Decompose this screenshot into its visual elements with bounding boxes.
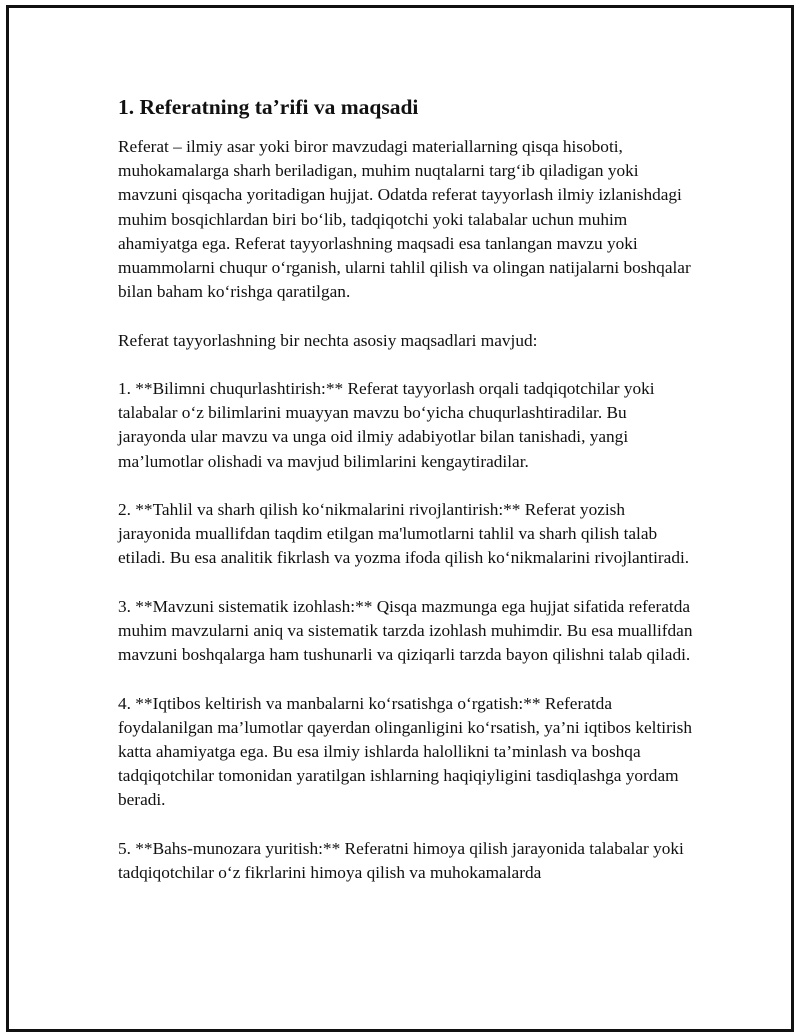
intro-paragraph: Referat – ilmiy asar yoki biror mavzudagi materiallarning qisqa hisoboti, muhokamalarga sharh beriladigan, muhim nuqtalarni targ‘ib qiladigan yoki mavzuni qisqacha yoritadigan hujjat. Odatda referat tayyorlash ilmiy izlanishdagi muhim bosqichlardan biri bo‘lib, tadqiqotchi yoki talabalar uchun muhim ahamiyatga ega. Referat tayyorlashning maqsadi esa tanlangan mavzu yoki muammolarni chuqur o‘rganish, ularni tahlil qilish va olingan natijalarni boshqalar bilan baham ko‘rishga qaratilgan. [118, 137, 691, 302]
list-item-4: 4. **Iqtibos keltirish va manbalarni ko‘rsatishga o‘rgatish:** Referatda foydalanilgan ma’lumotlar qayerdan olinganligini ko‘rsatish, ya’ni iqtibos keltirish katta ahamiyatga ega. Bu esa ilmiy ishlarda halollikni ta’minlash va boshqa tadqiqotchilar tomonidan yaratilgan ishlarning haqiqiyligini tasdiqlashga yordam beradi. [118, 693, 692, 810]
section-heading: 1. Referatning ta’rifi va maqsadi [118, 95, 419, 119]
list-item-5: 5. **Bahs-munozara yuritish:** Referatni himoya qilish jarayonida talabalar yoki tadqiqotchilar o‘z fikrlarini himoya qilish va muhokamalarda [118, 838, 684, 882]
document-body [118, 92, 698, 909]
list-item-1: 1. **Bilimni chuqurlashtirish:** Referat tayyorlash orqali tadqiqotchilar yoki talabalar o‘z bilimlarini muayyan mavzu bo‘yicha chuqurlashtiradilar. Bu jarayonda ular mavzu va unga oid ilmiy adabiyotlar bilan tanishadi, yangi ma’lumotlar olishadi va mavjud bilimlarini kengaytiradilar. [118, 379, 655, 471]
goals-intro-paragraph: Referat tayyorlashning bir nechta asosiy maqsadlari mavjud: [118, 330, 538, 350]
list-item-2: 2. **Tahlil va sharh qilish ko‘nikmalarini rivojlantirish:** Referat yozish jarayonida muallifdan taqdim etilgan ma'lumotlarni tahlil va sharh qilish talab etiladi. Bu esa analitik fikrlash va yozma ifoda qilish ko‘nikmalarini rivojlantiradi. [118, 500, 690, 568]
list-item-3: 3. **Mavzuni sistematik izohlash:** Qisqa mazmunga ega hujjat sifatida referatda muhim mavzularni aniq va sistematik tarzda izohlash muhimdir. Bu esa muallifdan mavzuni boshqalarga ham tushunarli va qiziqarli tarzda bayon qilishni talab qiladi. [118, 596, 693, 665]
